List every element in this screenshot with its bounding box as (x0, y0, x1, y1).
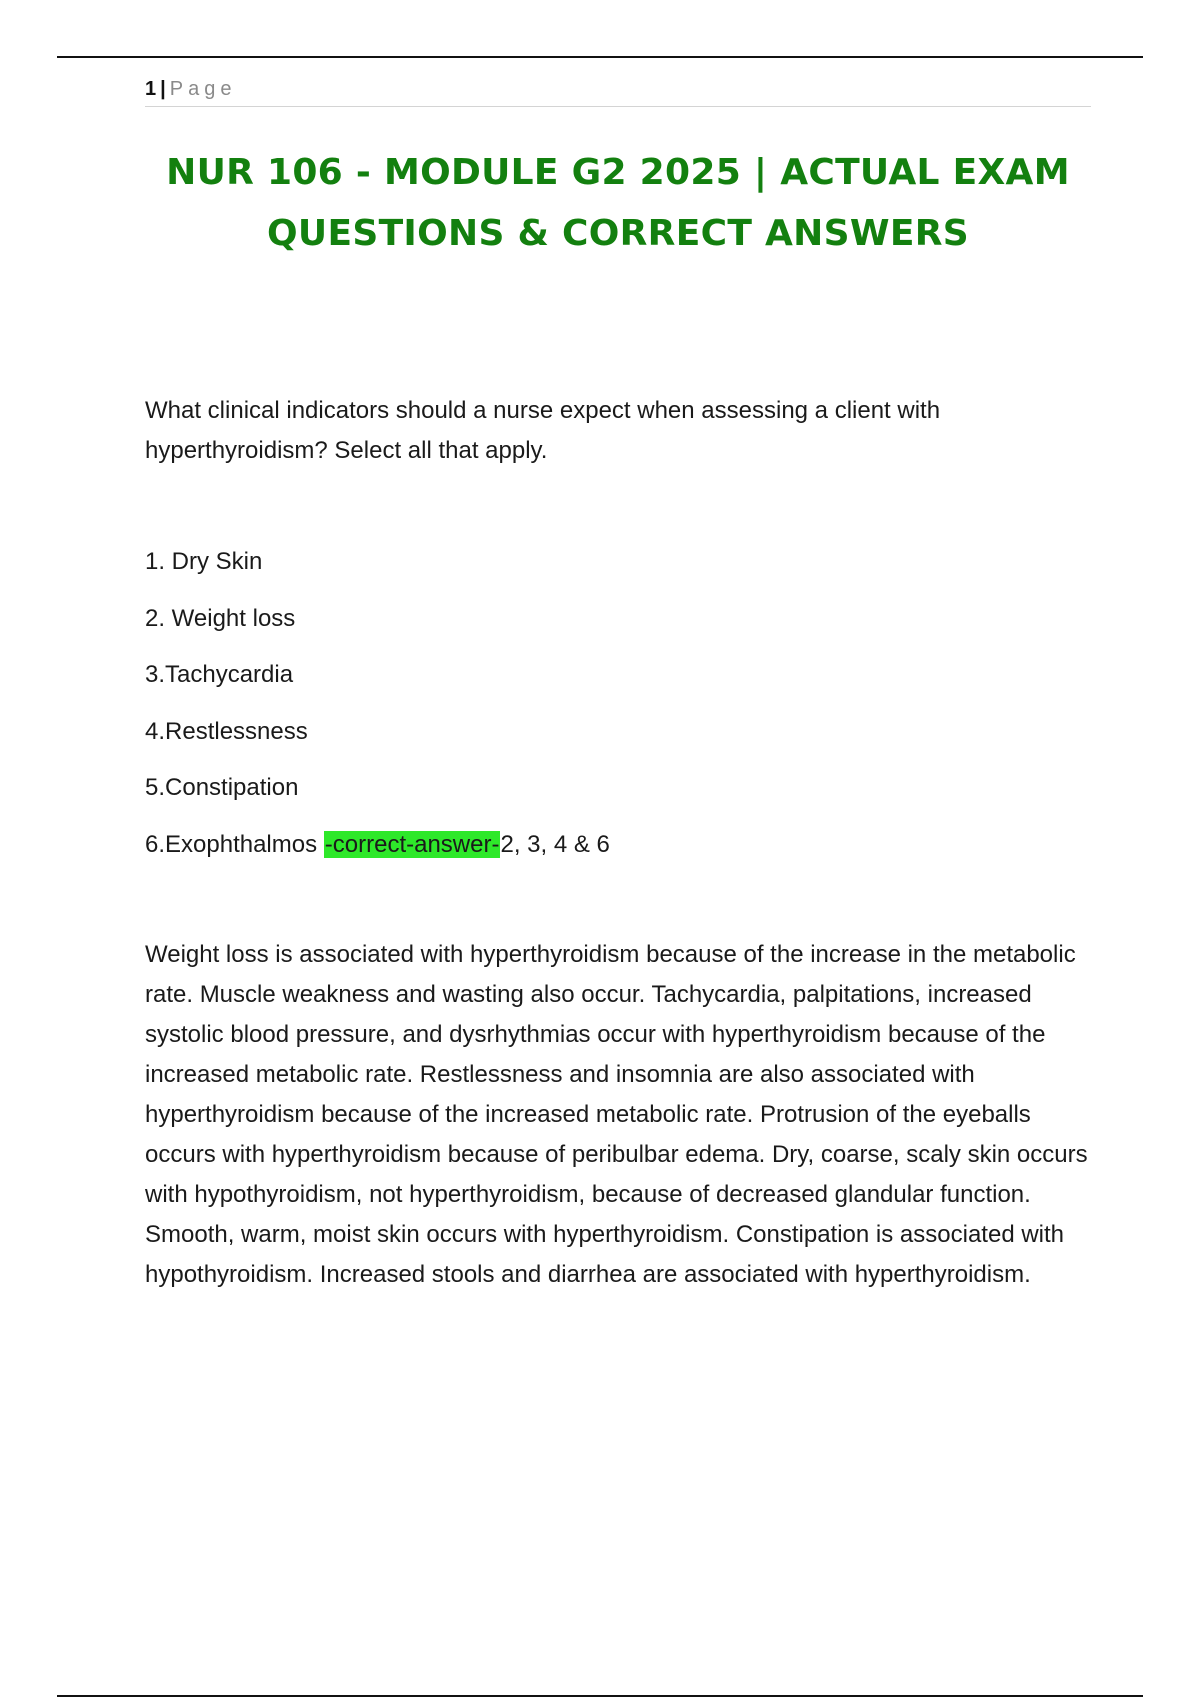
option-text: 5.Constipation (145, 774, 299, 801)
option-text: 4.Restlessness (145, 717, 308, 745)
answer-options-list (145, 542, 1105, 881)
page-number: 1 (145, 78, 157, 100)
correct-answer-value: 2, 3, 4 & 6 (500, 830, 610, 858)
page-separator: | (160, 78, 166, 100)
document-title: NUR 106 - MODULE G2 2025 | ACTUAL EXAM QUESTIONS & CORRECT ANSWERS (166, 152, 1070, 254)
option-item (145, 712, 1105, 769)
option-item (145, 542, 1105, 599)
page-label: Page (169, 78, 237, 100)
option-text: 2. Weight loss (145, 604, 296, 632)
top-page-rule (57, 56, 1143, 58)
question-prompt: What clinical indicators should a nurse expect when assessing a client with hyperthyroidism? Select all that apply. (145, 397, 941, 464)
option-item (145, 655, 1105, 712)
option-text: 1. Dry Skin (145, 548, 263, 575)
option-item (145, 768, 1105, 825)
option-item (145, 825, 1105, 882)
option-text: 3.Tachycardia (145, 661, 294, 688)
answer-rationale: Weight loss is associated with hyperthyroidism because of the increase in the metabolic rate. Muscle weakness and wasting also occur. Tachycardia, palpitations, increased systolic blood pressure, and dysrhythmias occur with hyperthyroidism because of the increased metabolic rate. Restlessness and insomnia are also associated with hyperthyroidism because of the increased metabolic rate. Protrusion of the eyeballs occurs with hyperthyroidism because of peribulbar edema. Dry, coarse, scaly skin occurs with hypothyroidism, not hyperthyroidism, because of decreased glandular function. Smooth, warm, moist skin occurs with hyperthyroidism. Constipation is associated with hypothyroidism. Increased stools and diarrhea are associated with hyperthyroidism. (145, 941, 1088, 1288)
bottom-page-rule (57, 1695, 1143, 1697)
correct-answer-tag: -correct-answer- (324, 830, 500, 858)
option-text: 6.Exophthalmos (145, 830, 324, 858)
page-header (145, 76, 1091, 107)
option-item (145, 599, 1105, 656)
